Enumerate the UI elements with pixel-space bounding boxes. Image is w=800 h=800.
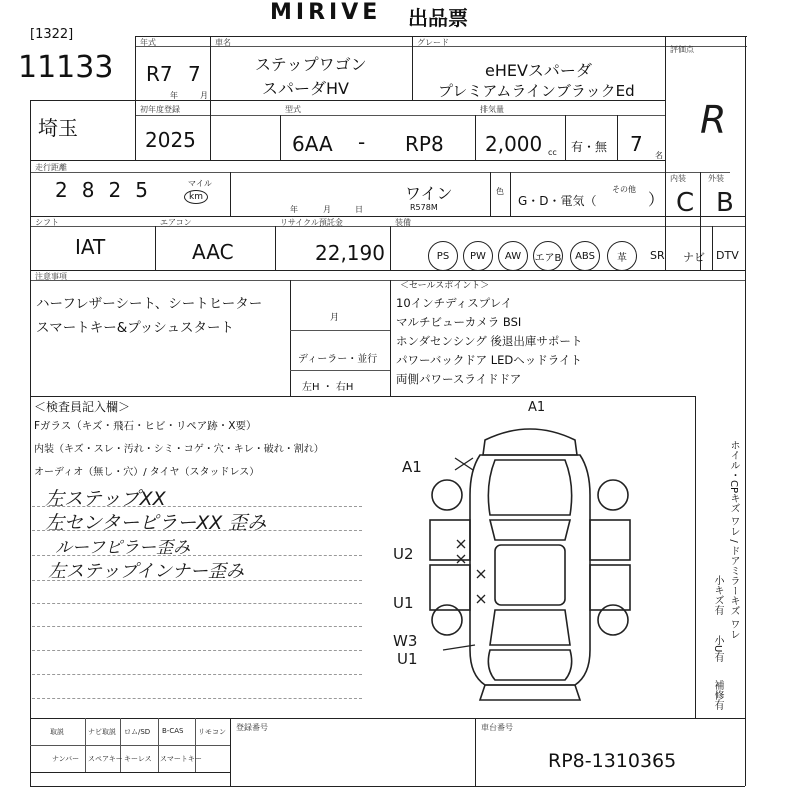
sales-point: ホンダセンシング 後退出庫サポート — [396, 334, 583, 348]
date-month: 月 — [323, 205, 331, 214]
rule-v6 — [475, 115, 476, 160]
label-model: 型式 — [285, 105, 301, 114]
interior-score: C — [676, 188, 695, 218]
bottom-manual: 取説 — [50, 728, 64, 736]
model-code-prefix: 6AA — [292, 132, 333, 156]
left-rear-door — [430, 565, 470, 610]
note-line-2: スマートキー&プッシュスタート — [36, 320, 235, 336]
label-exterior-score: 外装 — [708, 174, 724, 183]
label-aircon: エアコン — [160, 218, 192, 227]
rule-v2 — [210, 36, 211, 160]
aircon: AAC — [192, 240, 234, 264]
bottom-rom: ロム/SD — [124, 728, 151, 736]
rule-bottom-v — [85, 718, 86, 772]
write-line — [32, 603, 362, 604]
price: 22,190 — [315, 241, 385, 265]
option-leather: 革 — [607, 241, 637, 271]
model-line2: スパーダHV — [262, 79, 349, 98]
rule-end — [30, 786, 745, 787]
front-bumper — [483, 429, 577, 455]
label-mileage: 走行距離 — [35, 163, 67, 172]
write-line — [32, 650, 362, 651]
mileage-unit-mile: マイル — [188, 179, 212, 188]
rule-v17 — [290, 280, 291, 396]
sales-point: 10インチディスプレイ — [396, 296, 513, 310]
displacement-unit: cc — [548, 148, 557, 157]
fuel-other: その他 — [612, 185, 636, 194]
rule-v4 — [665, 36, 666, 270]
bottom-navi-manual: ナビ取説 — [88, 728, 116, 736]
write-line — [32, 580, 362, 581]
model-dash: - — [358, 130, 366, 154]
rear-window — [490, 610, 570, 645]
inspection-year: 2025 — [145, 128, 196, 152]
tailgate — [488, 650, 571, 680]
rule-right — [745, 36, 746, 786]
write-line — [32, 555, 362, 556]
rule-bottom-v — [475, 718, 476, 786]
option-dtv: DTV — [716, 249, 739, 262]
write-line — [32, 530, 362, 531]
note-month-label: 月 — [330, 313, 340, 323]
rule-row2b — [30, 172, 730, 173]
model-line1: ステップワゴン — [255, 55, 367, 74]
left-front-door — [430, 520, 470, 560]
displacement: 2,000 — [485, 132, 543, 156]
bottom-bcas: B-CAS — [162, 727, 184, 735]
sales-point: 両側パワースライドドア — [396, 372, 522, 386]
rule-row4 — [30, 270, 745, 271]
option-pw: PW — [463, 241, 493, 271]
mileage-digit: 2 — [108, 178, 122, 202]
handwritten-note-2: 左センターピラーXX 歪み — [45, 512, 267, 534]
steering-label: 左H ・ 右H — [302, 382, 354, 393]
mileage-unit-km: km — [184, 190, 208, 204]
rule-v3 — [412, 36, 413, 100]
write-line — [32, 674, 362, 675]
roof — [495, 545, 565, 605]
label-remarks: 注意事項 — [35, 272, 67, 281]
sales-point: パワーバックドア LEDヘッドライト — [396, 353, 582, 367]
rule-v19 — [695, 396, 696, 718]
label-interior-score: 内装 — [670, 174, 686, 183]
date-day: 日 — [355, 205, 363, 214]
hood — [488, 460, 571, 515]
color-label: 色 — [496, 187, 504, 196]
label-price: リサイクル預託金 — [280, 218, 343, 227]
sales-points-title: ＜セールスポイント＞ — [400, 281, 490, 291]
legend-small-scratch: 小キズ有 — [712, 575, 723, 615]
label-options: 装備 — [395, 218, 411, 227]
handwritten-note-3: ルーフピラー歪み — [55, 538, 191, 558]
year-month: 7 — [188, 62, 201, 86]
option-airbag: エアB — [533, 241, 563, 271]
bottom-plate: ナンバー — [52, 755, 80, 763]
fuel-close: ） — [648, 190, 665, 209]
mark-u1: U1 — [393, 594, 414, 612]
bottom-spare-key: スペアキー — [88, 755, 123, 763]
region: 埼玉 — [38, 116, 78, 140]
rule-bottom-v — [230, 718, 231, 786]
legend-small-dent: 小U有 — [712, 635, 723, 663]
mark-a1-left: A1 — [402, 458, 422, 476]
sheet-title: 出品票 — [408, 6, 468, 30]
transmission: IAT — [75, 235, 106, 259]
rule-v8 — [617, 115, 618, 160]
model-code: RP8 — [405, 132, 444, 156]
option-aw: AW — [498, 241, 528, 271]
label-grade: グレード — [417, 38, 449, 47]
mileage-digit: 2 — [55, 178, 68, 202]
bottom-remote: リモコン — [198, 728, 226, 736]
fuel-options: G・D・電気（ — [518, 194, 597, 208]
mileage-digits — [55, 178, 148, 202]
rule-row3 — [30, 216, 745, 217]
rule-row5 — [30, 396, 695, 397]
damage-x-mark — [455, 458, 473, 470]
rear-bumper — [480, 685, 580, 700]
date-year: 年 — [290, 205, 298, 214]
label-year-model: 年式 — [140, 38, 156, 47]
rule-v15 — [390, 226, 391, 270]
passenger-unit: 名 — [655, 151, 663, 160]
mark-a1-top: A1 — [528, 400, 546, 415]
rule-bottom-mid — [30, 745, 230, 746]
color-name: ワイン — [405, 184, 453, 203]
write-line — [32, 698, 362, 699]
sales-point: マルチビューカメラ BSI — [396, 315, 522, 329]
rule-note-a — [290, 330, 390, 331]
mark-u1-b: U1 — [397, 650, 418, 668]
bottom-smart-key: スマートキー — [160, 755, 202, 763]
rule-v7 — [565, 115, 566, 160]
exterior-score: B — [716, 188, 734, 218]
note-line-1: ハーフレザーシート、シートヒーター — [36, 296, 263, 312]
label-shift: シフト — [35, 218, 59, 227]
right-front-wheel — [598, 480, 628, 510]
mileage-digit: 5 — [135, 178, 148, 202]
mark-u2: U2 — [393, 545, 414, 563]
year-unit: 年 — [170, 91, 178, 100]
label-car-name: 車名 — [215, 38, 231, 47]
damage-x-mark — [457, 540, 465, 548]
rule-v13 — [155, 226, 156, 270]
inspection-title: ＜検査員記入欄＞ — [34, 400, 131, 414]
inspection-interior: 内装（キズ・スレ・汚れ・シミ・コゲ・穴・キレ・破れ・割れ） — [34, 444, 324, 455]
brand-title: MIRIVE — [270, 0, 382, 25]
rule-bottom-low — [30, 772, 230, 773]
year-era: R7 — [146, 62, 173, 86]
rule-row1b — [135, 115, 665, 116]
label-score: 評価点 — [670, 45, 694, 54]
damage-x-mark — [477, 570, 485, 578]
damage-x-mark — [477, 595, 485, 603]
damage-x-mark — [457, 555, 465, 563]
dealer-label: ディーラー・並行 — [298, 354, 378, 365]
label-first-reg: 初年度登録 — [140, 105, 180, 114]
write-line — [32, 506, 362, 507]
lot-bracket: [1322] — [30, 27, 74, 42]
option-abs: ABS — [570, 241, 600, 271]
windshield — [490, 520, 570, 540]
passenger-label: 有・無 — [571, 140, 608, 154]
chassis-number: RP8-1310365 — [548, 750, 677, 772]
rule-v9 — [230, 172, 231, 216]
rule-v10 — [490, 172, 491, 216]
chassis-label: 車台番号 — [481, 723, 513, 732]
rule-row2 — [30, 160, 665, 161]
left-front-wheel — [432, 480, 462, 510]
inspection-audio: オーディオ（無し・穴）/ タイヤ（スタッドレス） — [34, 467, 260, 478]
rule-left — [30, 100, 31, 786]
handwritten-note-1: 左ステップXX — [45, 488, 166, 510]
mark-w3: W3 — [393, 632, 418, 650]
rule-v1 — [135, 36, 136, 160]
option-sr: SR — [650, 249, 665, 262]
rule-v16 — [712, 226, 713, 270]
label-capacity: 排気量 — [480, 105, 504, 114]
rule-v18 — [390, 280, 391, 396]
option-ps: PS — [428, 241, 458, 271]
grade-line2: プレミアムラインブラックEd — [438, 82, 635, 100]
legend-repaired: 補修有 — [712, 680, 723, 710]
handwritten-note-4: 左ステップインナー歪み — [48, 561, 245, 582]
rule-v5 — [280, 115, 281, 160]
rule-v14 — [275, 226, 276, 270]
write-line — [32, 626, 362, 627]
car-damage-diagram — [395, 400, 665, 715]
rule-bottom-v — [158, 718, 159, 772]
rule-note-b — [290, 370, 390, 371]
rule-row3b — [30, 226, 745, 227]
grade-line1: eHEVスパーダ — [485, 61, 592, 80]
grade-score: R — [700, 98, 727, 142]
right-front-door — [590, 520, 630, 560]
rule-row4b — [30, 280, 745, 281]
bottom-keyless: キーレス — [124, 755, 152, 763]
rule-v11 — [510, 172, 511, 216]
right-rear-door — [590, 565, 630, 610]
legend-line: ホイル・CPキズ ワレ / ドアミラーキズ ワレ — [728, 440, 739, 640]
lot-number: 11133 — [18, 50, 114, 85]
inspection-windshield: Fガラス（キズ・飛石・ヒビ・リペア跡・X要） — [34, 420, 257, 432]
month-unit: 月 — [200, 91, 208, 100]
option-navi: ナビ — [683, 251, 705, 264]
reg-label: 登録番号 — [236, 723, 268, 732]
rule-bottom — [30, 718, 745, 719]
sales-points-list — [396, 294, 582, 389]
passengers: 7 — [630, 132, 643, 156]
color-code: R578M — [410, 203, 438, 212]
mileage-digit: 8 — [81, 178, 95, 202]
